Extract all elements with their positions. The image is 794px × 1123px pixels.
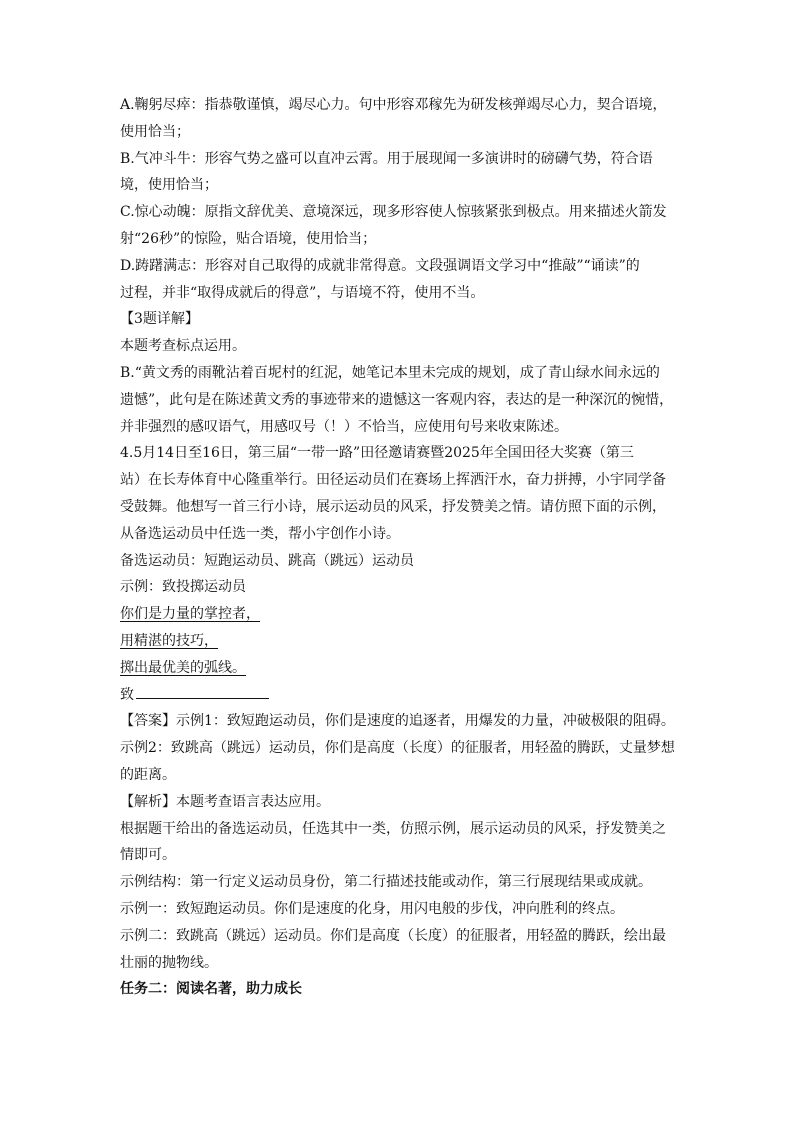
q4-example-line-1 <box>120 601 680 628</box>
q3-heading: 【3题详解】 <box>120 311 199 328</box>
q4-example-line-3 <box>120 655 680 682</box>
underlined-text: 你们是力量的掌控者， <box>120 606 260 623</box>
task-two-heading: 任务二：阅读名著，助力成长 <box>120 981 302 998</box>
analysis-line-1: 根据题干给出的备选运动员，任选其中一类，仿照示例，展示运动员的风采，抒发赞美之 <box>120 820 666 837</box>
q4-stem-line-3: 受鼓舞。他想写一首三行小诗，展示运动员的风采，抒发赞美之情。请仿照下面的示例， <box>120 498 666 515</box>
analysis-example-2-line-1: 示例二：致跳高（跳远）运动员。你们是高度（长度）的征服者，用轻盈的腾跃，绘出最 <box>120 927 666 944</box>
answer-blank <box>136 682 269 699</box>
q4-answer-blank-line <box>120 682 680 709</box>
option-b-line-2: 境，使用恰当； <box>120 177 218 194</box>
answer-line-2: 示例2：致跳高（跳远）运动员，你们是高度（长度）的征服者，用轻盈的腾跃，丈量梦想 <box>120 740 675 757</box>
underlined-text: 掷出最优美的弧线。 <box>120 659 246 676</box>
option-a-line-1: A.鞠躬尽瘁：指恭敬谨慎，竭尽心力。句中形容邓稼先为研发核弹竭尽心力，契合语境， <box>120 97 667 113</box>
q3-explanation-line-1: B.“黄文秀的雨靴沾着百坭村的红泥，她笔记本里未完成的规划，成了青山绿水间永远的 <box>120 364 660 381</box>
underlined-text: 用精湛的技巧， <box>120 632 218 649</box>
q4-options-line: 备选运动员：短跑运动员、跳高（跳远）运动员 <box>120 552 414 569</box>
analysis-heading: 【解析】本题考查语言表达应用。 <box>120 793 330 810</box>
option-d-line-2: 过程，并非“取得成就后的得意”，与语境不符，使用不当。 <box>120 284 485 301</box>
option-c-line-2: 射“26秒”的惊险，贴合语境，使用恰当； <box>120 230 377 247</box>
option-a-line-2: 使用恰当； <box>120 123 190 140</box>
document-body <box>120 92 680 1003</box>
option-c-line-1: C.惊心动魄：原指文辞优美、意境深远，现多形容使人惊骇紧张到极点。用来描述火箭发 <box>120 204 667 221</box>
q4-stem-line-1: 4.5月14日至16日，第三届“一带一路”田径邀请赛暨2025年全国田径大奖赛（第三 <box>120 445 634 462</box>
q4-example-title: 示例：致投掷运动员 <box>120 579 246 596</box>
analysis-example-2-line-2: 壮丽的抛物线。 <box>120 954 218 971</box>
blank-prefix: 致 <box>120 686 134 703</box>
analysis-example-1: 示例一：致短跑运动员。你们是速度的化身，用闪电般的步伐，冲向胜利的终点。 <box>120 900 624 917</box>
answer-line-3: 的距离。 <box>120 766 176 783</box>
q4-stem-line-2: 站）在长寿体育中心隆重举行。田径运动员们在赛场上挥洒汗水，奋力拼搏，小宇同学备 <box>120 472 666 489</box>
q3-explanation-line-3: 并非强烈的感叹语气，用感叹号（！）不恰当，应使用句号来收束陈述。 <box>120 418 568 435</box>
q3-explanation-line-2: 遗憾”，此句是在陈述黄文秀的事迹带来的遗憾这一客观内容，表达的是一种深沉的惋惜， <box>120 391 674 408</box>
q3-intro: 本题考查标点运用。 <box>120 338 246 355</box>
analysis-structure: 示例结构：第一行定义运动员身份，第二行描述技能或动作，第三行展现结果或成就。 <box>120 874 652 891</box>
analysis-line-2: 情即可。 <box>120 847 176 864</box>
q4-stem-line-4: 从备选运动员中任选一类，帮小宇创作小诗。 <box>120 525 400 542</box>
option-b-line-1: B.气冲斗牛：形容气势之盛可以直冲云霄。用于展现闻一多演讲时的磅礴气势，符合语 <box>120 150 653 167</box>
answer-line-1: 【答案】示例1：致短跑运动员，你们是速度的追逐者，用爆发的力量，冲破极限的阻碍。 <box>120 713 675 730</box>
option-d-line-1: D.踌躇满志：形容对自己取得的成就非常得意。文段强调语文学习中“推敲”“诵读”的 <box>120 257 640 274</box>
q4-example-line-2 <box>120 628 680 655</box>
